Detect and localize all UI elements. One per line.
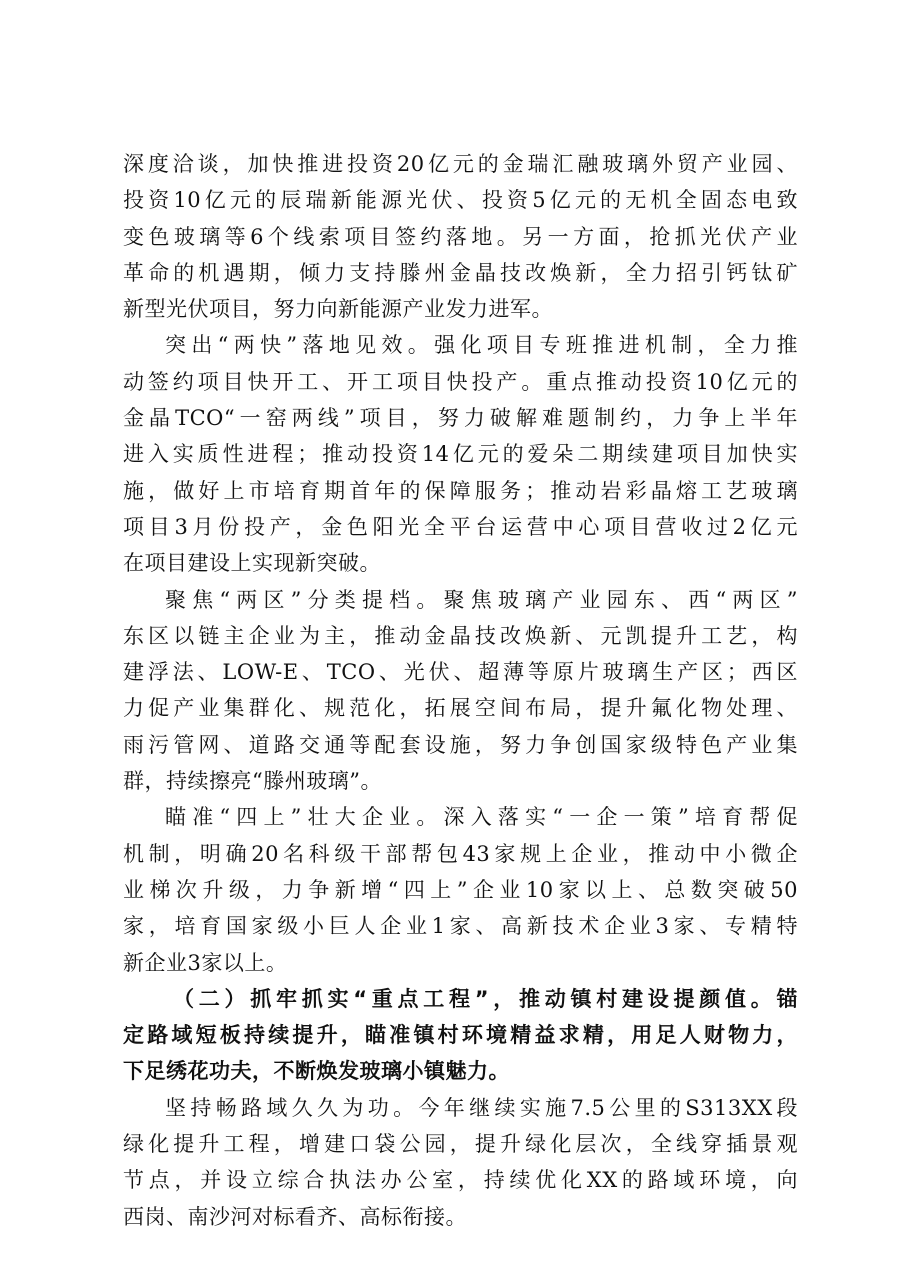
text-line: 坚持畅路域久久为功。今年继续实施7.5公里的S313XX段	[165, 1095, 798, 1120]
paragraph-section-heading	[123, 981, 798, 1090]
text-line: 施，做好上市培育期首年的保障服务；推动岩彩晶熔工艺玻璃	[123, 478, 798, 503]
text-line: 业梯次升级，力争新增“四上”企业10家以上、总数突破50	[123, 877, 798, 902]
text-line: 绿化提升工程，增建口袋公园，提升绿化层次，全线穿插景观	[123, 1132, 798, 1157]
text-line: 进入实质性进程；推动投资14亿元的爱朵二期续建项目加快实	[123, 442, 798, 467]
text-line: 雨污管网、道路交通等配套设施，努力争创国家级特色产业集	[123, 732, 798, 757]
text-line: 群，持续擦亮“滕州玻璃”。	[123, 769, 382, 794]
text-line: 机制，明确20名科级干部帮包43家规上企业，推动中小微企	[123, 841, 798, 866]
text-line: 项目3月份投产，金色阳光全平台运营中心项目营收过2亿元	[123, 514, 798, 539]
text-line: 东区以链主企业为主，推动金晶技改焕新、元凯提升工艺，构	[123, 623, 798, 648]
section-heading-line: 下足绣花功夫，不断焕发玻璃小镇魅力。	[123, 1059, 510, 1084]
text-line: 革命的机遇期，倾力支持滕州金晶技改焕新，全力招引钙钛矿	[123, 260, 798, 285]
section-heading-line: （二）抓牢抓实“重点工程”，推动镇村建设提颜值。锚	[173, 986, 798, 1011]
text-line: 投资10亿元的辰瑞新能源光伏、投资5亿元的无机全固态电致	[123, 188, 798, 213]
text-line: 变色玻璃等6个线索项目签约落地。另一方面，抢抓光伏产业	[123, 224, 798, 249]
text-line: 深度洽谈，加快推进投资20亿元的金瑞汇融玻璃外贸产业园、	[123, 152, 798, 176]
document-body	[123, 146, 798, 1235]
text-line: 聚焦“两区”分类提档。聚焦玻璃产业园东、西“两区”	[165, 587, 798, 612]
text-line: 金晶TCO“一窑两线”项目，努力破解难题制约，力争上半年	[123, 406, 798, 431]
paragraph-continuation	[123, 146, 798, 327]
text-line: 西岗、南沙河对标看齐、高标衔接。	[123, 1204, 467, 1229]
text-line: 动签约项目快开工、开工项目快投产。重点推动投资10亿元的	[123, 369, 798, 394]
text-line: 力促产业集群化、规范化，拓展空间布局，提升氟化物处理、	[123, 696, 798, 721]
text-line: 节点，并设立综合执法办公室，持续优化XX的路域环境，向	[123, 1168, 798, 1193]
paragraph-four-above	[123, 799, 798, 980]
text-line: 突出“两快”落地见效。强化项目专班推进机制，全力推	[165, 333, 798, 358]
paragraph-road-domain	[123, 1090, 798, 1235]
text-line: 新型光伏项目，努力向新能源产业发力进军。	[123, 297, 553, 322]
section-heading-line: 定路域短板持续提升，瞄准镇村环境精益求精，用足人财物力，	[123, 1023, 798, 1048]
text-line: 新企业3家以上。	[123, 950, 288, 975]
paragraph-two-fast	[123, 327, 798, 581]
paragraph-two-zones	[123, 582, 798, 800]
text-line: 家，培育国家级小巨人企业1家、高新技术企业3家、专精特	[123, 914, 798, 939]
text-line: 在项目建设上实现新突破。	[123, 551, 381, 576]
text-line: 瞄准“四上”壮大企业。深入落实“一企一策”培育帮促	[165, 805, 798, 830]
text-line: 建浮法、LOW-E、TCO、光伏、超薄等原片玻璃生产区；西区	[123, 660, 798, 685]
